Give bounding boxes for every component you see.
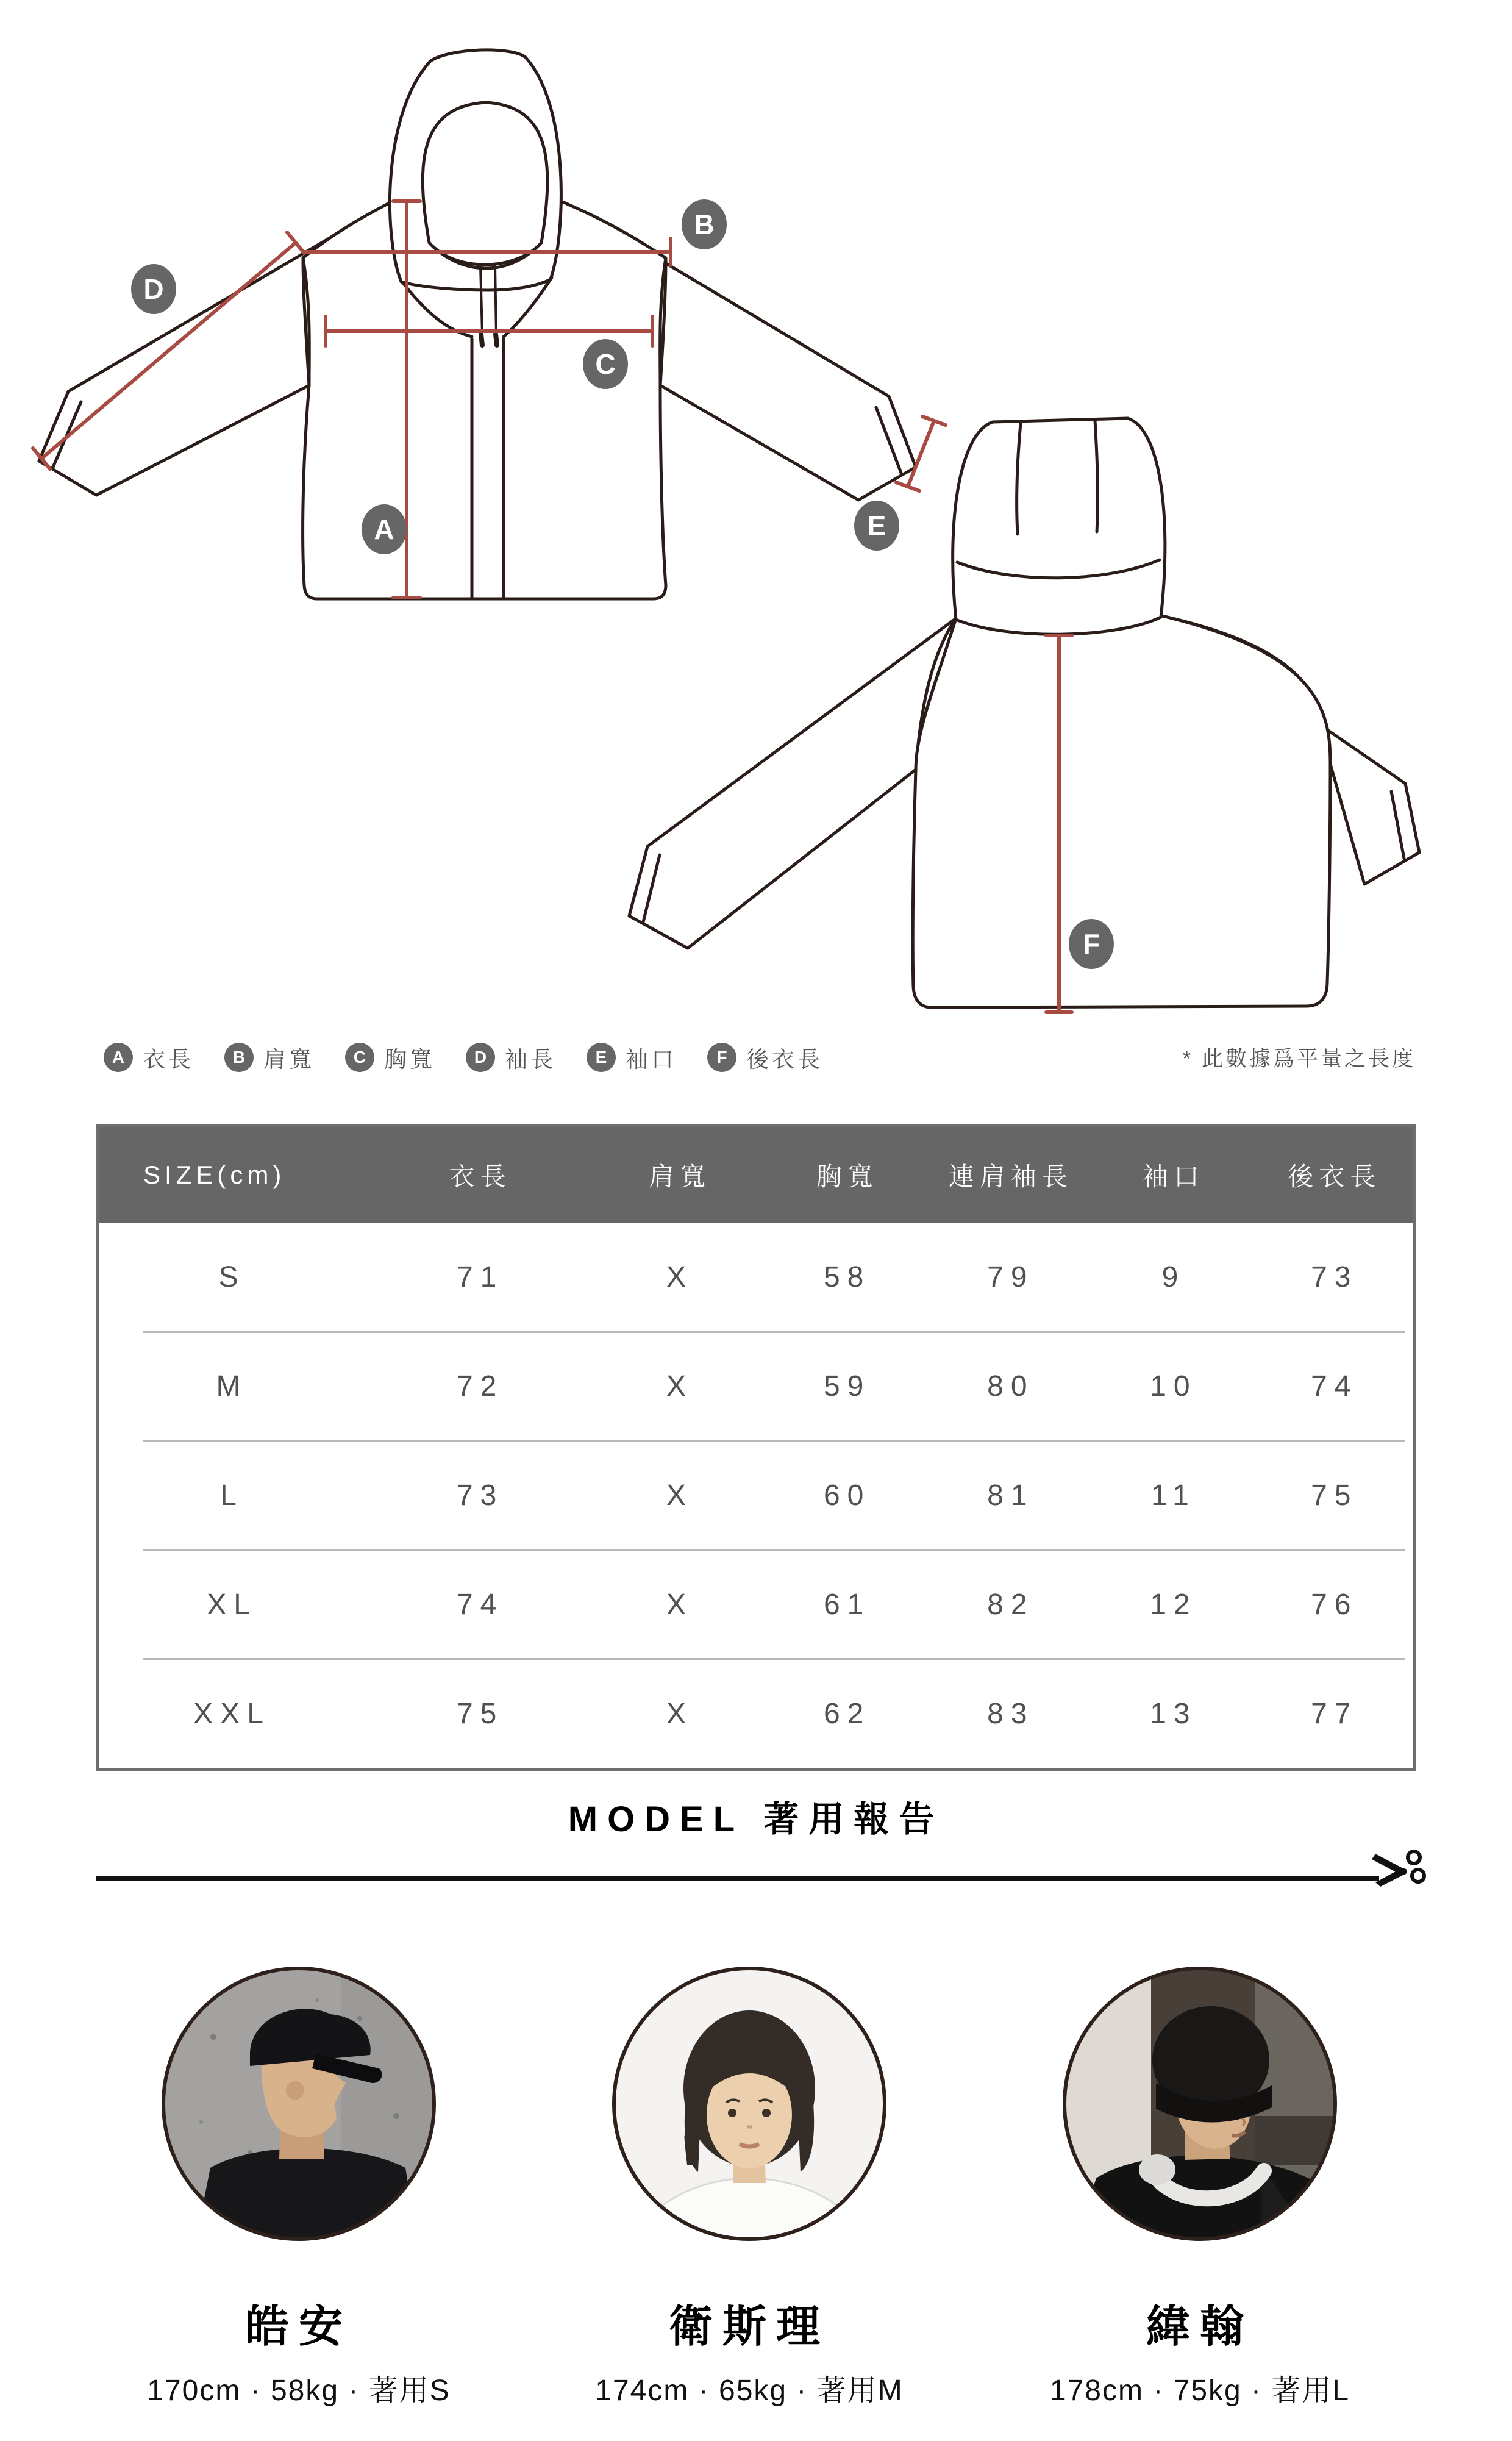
- cell-cuff: 10: [1150, 1370, 1197, 1403]
- column-header-cuff: 袖口: [1142, 1162, 1205, 1191]
- badge-letter-d: D: [143, 273, 164, 305]
- badge-letter-e: E: [867, 510, 886, 541]
- model-stats: 174cm · 65kg · 著用M: [595, 2375, 904, 2407]
- legend-item-c: [345, 1041, 435, 1074]
- model-photo-haoan: [159, 1964, 439, 2244]
- jacket-measurement-diagram: [0, 0, 1512, 1037]
- model-card-wesley: [554, 1964, 944, 2409]
- cell-back-length: 74: [1311, 1370, 1358, 1403]
- cell-shoulder: X: [666, 1261, 694, 1293]
- cell-size: XXL: [193, 1698, 271, 1730]
- legend-item-b: [224, 1041, 315, 1074]
- model-report-title: MODEL 著用報告: [568, 1799, 944, 1839]
- cell-cuff: 13: [1150, 1698, 1197, 1730]
- table-row-xl: [99, 1550, 1413, 1659]
- cell-back-length: 75: [1311, 1479, 1358, 1512]
- measurement-legend: [104, 1038, 1416, 1077]
- badge-letter-b: B: [694, 209, 715, 240]
- cell-cuff: 12: [1150, 1589, 1197, 1621]
- model-photo-wesley: [609, 1964, 890, 2244]
- model-photo-weihan: [1060, 1964, 1340, 2244]
- legend-badge-b: B: [224, 1043, 254, 1072]
- badge-letter-a: A: [374, 513, 394, 545]
- size-table-header: [99, 1127, 1413, 1223]
- scissors-icon: [1372, 1851, 1424, 1887]
- cell-shoulder: X: [666, 1589, 694, 1621]
- badge-letter-f: F: [1082, 928, 1100, 960]
- legend-label-b: 肩寬: [263, 1047, 315, 1072]
- legend-label-a: 衣長: [143, 1047, 194, 1072]
- cell-raglan-sleeve: 82: [987, 1589, 1035, 1621]
- cell-back-length: 77: [1311, 1698, 1358, 1730]
- flat-measure-note: * 此數據爲平量之長度: [1182, 1047, 1416, 1071]
- legend-item-a: [104, 1041, 194, 1074]
- cell-chest: 58: [823, 1261, 871, 1293]
- cell-shoulder: X: [666, 1479, 694, 1512]
- cell-size: S: [218, 1261, 246, 1293]
- cell-length: 75: [456, 1698, 504, 1730]
- cell-raglan-sleeve: 83: [987, 1698, 1035, 1730]
- legend-item-d: [466, 1041, 556, 1074]
- model-stats: 178cm · 75kg · 著用L: [1049, 2375, 1350, 2407]
- cell-chest: 59: [823, 1370, 871, 1403]
- front-jacket-outline: [39, 50, 916, 599]
- cell-size: M: [216, 1370, 248, 1403]
- size-table: [96, 1124, 1416, 1771]
- column-header-chest: 胸寬: [816, 1162, 879, 1191]
- legend-badge-e: E: [587, 1043, 616, 1072]
- column-header-length: 衣長: [449, 1162, 512, 1191]
- legend-badge-f: F: [707, 1043, 736, 1072]
- cell-back-length: 76: [1311, 1589, 1358, 1621]
- cell-chest: 62: [823, 1698, 871, 1730]
- cell-cuff: 9: [1161, 1261, 1186, 1293]
- column-header-raglan-sleeve: 連肩袖長: [948, 1162, 1073, 1191]
- column-header-shoulder: 肩寬: [649, 1162, 711, 1191]
- cut-line-with-scissors: [0, 1823, 1512, 1915]
- cell-length: 72: [456, 1370, 504, 1403]
- table-row-l: [99, 1441, 1413, 1550]
- cell-chest: 60: [823, 1479, 871, 1512]
- cell-length: 74: [456, 1589, 504, 1621]
- legend-label-f: 後衣長: [746, 1047, 823, 1072]
- cell-chest: 61: [823, 1589, 871, 1621]
- table-row-xxl: [99, 1659, 1413, 1768]
- cell-length: 71: [456, 1261, 504, 1293]
- model-stats: 170cm · 58kg · 著用S: [147, 2375, 451, 2407]
- cell-shoulder: X: [666, 1698, 694, 1730]
- back-jacket-outline: [629, 418, 1419, 1007]
- model-card-weihan: [1005, 1964, 1395, 2409]
- badge-letter-c: C: [595, 348, 616, 380]
- cell-raglan-sleeve: 80: [987, 1370, 1035, 1403]
- legend-item-f: [707, 1041, 823, 1074]
- legend-badge-a: A: [104, 1043, 133, 1072]
- table-row-s: [99, 1223, 1413, 1332]
- cell-raglan-sleeve: 81: [987, 1479, 1035, 1512]
- cell-cuff: 11: [1151, 1479, 1196, 1512]
- table-row-m: [99, 1332, 1413, 1441]
- cell-shoulder: X: [666, 1370, 694, 1403]
- legend-label-d: 袖長: [505, 1047, 556, 1072]
- legend-badge-c: C: [345, 1043, 374, 1072]
- cell-back-length: 73: [1311, 1261, 1358, 1293]
- cell-size: L: [220, 1479, 244, 1512]
- cell-length: 73: [456, 1479, 504, 1512]
- column-header-size: SIZE(cm): [143, 1160, 286, 1189]
- column-header-back-length: 後衣長: [1288, 1162, 1382, 1191]
- cell-size: XL: [207, 1589, 257, 1621]
- model-name: 皓安: [244, 2303, 352, 2351]
- cell-raglan-sleeve: 79: [987, 1261, 1035, 1293]
- model-card-haoan: [104, 1964, 494, 2409]
- legend-label-c: 胸寬: [384, 1047, 435, 1072]
- model-name: 衛斯理: [668, 2303, 830, 2351]
- model-name: 緯翰: [1146, 2303, 1253, 2351]
- legend-label-e: 袖口: [626, 1047, 677, 1072]
- legend-badge-d: D: [466, 1043, 495, 1072]
- legend-item-e: [587, 1041, 677, 1074]
